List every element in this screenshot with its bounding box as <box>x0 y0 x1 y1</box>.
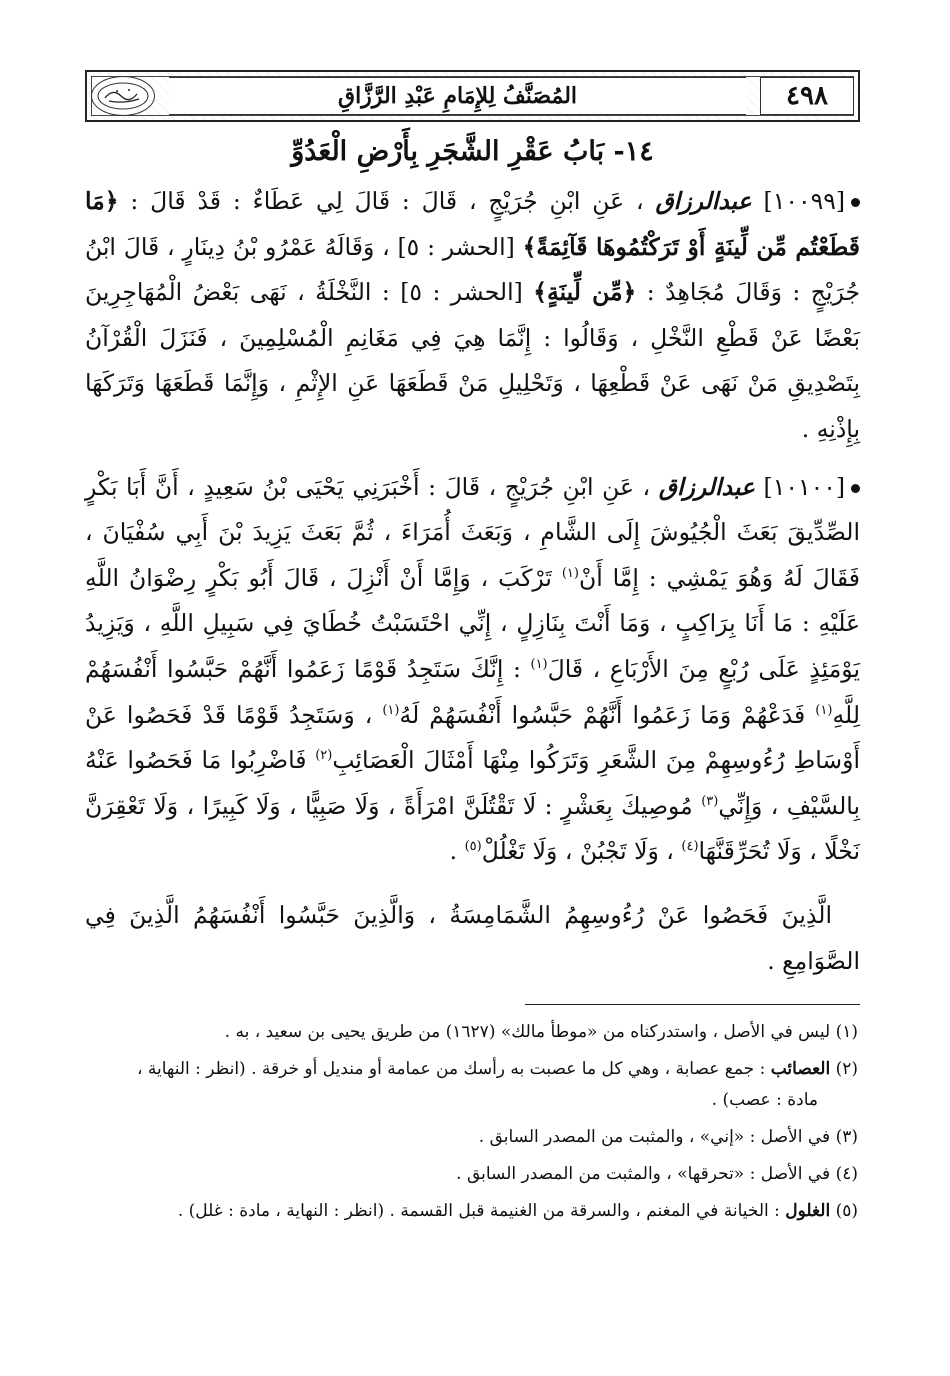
footnotes <box>85 1017 860 1227</box>
hadith-text: ، عَنِ ابْنِ جُرَيْجٍ ، قَالَ : قَالَ لِي عَطَاءٌ : قَدْ قَالَ : <box>130 187 644 215</box>
footnote-text: : جمع عصابة ، وهي كل ما عصبت به رأسك من عمامة أو منديل أو خرقة . (انظر : النهاية ، <box>136 1059 766 1080</box>
book-title <box>169 77 746 115</box>
hadith-text: فَاضْرِبُوا مَا فَحَصُوا عَنْهُ بِالسَّيْفِ ، وَإِنِّي <box>85 746 860 820</box>
hadith-text: فَدَعْهُمْ وَمَا زَعَمُوا أَنَّهُمْ حَبَّسُوا أَنْفُسَهُمْ لَهُ <box>399 700 806 729</box>
footnote-item <box>85 1122 858 1153</box>
hadith-text: . <box>449 837 458 866</box>
footnote-number: (٣) <box>835 1127 858 1148</box>
quran-verse: ﴿مِّن لِّينَةٍ﴾ <box>533 278 637 307</box>
footnote-ref[interactable]: (٤) <box>681 839 699 855</box>
page-number <box>760 77 854 115</box>
footnote-item <box>85 1159 858 1190</box>
footnote-number: (١) <box>835 1022 858 1043</box>
narrator-name: عبدالرزاق <box>658 472 755 501</box>
footnote-item <box>85 1196 858 1227</box>
hadith-text: ، وَسَتَجِدُ قَوْمًا قَدْ فَحَصُوا عَنْ أَوْسَاطِ رُءُوسِهِمْ مِنَ الشَّعَرِ وَتَرَكُوا مِنْهَا أَمْثَالَ الْعَصَائِبِ <box>85 700 860 775</box>
footnote-ref[interactable]: (٢) <box>315 748 333 764</box>
footnote-text: في الأصل : «تحرقها» ، والمثبت من المصدر السابق . <box>456 1164 831 1185</box>
footnote-term: العصائب <box>770 1059 831 1080</box>
footnote-ref[interactable]: (١) <box>561 565 579 581</box>
hadith-text: [الحشر : ٥] : النَّخْلَةُ ، نَهَى بَعْضُ الْمُهَاجِرِينَ بَعْضًا عَنْ قَطْعِ النَّخْلِ ، وَقَالُوا : إِنَّمَا هِيَ فِي مَغَانِمِ الْمُسْلِمِينَ ، فَنَزَلَ الْقُرْآنُ بِتَصْدِيقِ مَنْ نَهَى عَنْ قَطْعِهَا ، وَتَحْلِيلِ مَنْ قَطَعَهَا عَنِ الإِثْمِ ، وَإِنَّمَا قَطَعَهَا وَتَرَكَهَا بِإِذْنِهِ . <box>85 278 860 443</box>
footnote-divider <box>525 1004 860 1005</box>
footnote-ref[interactable]: (١) <box>530 657 548 673</box>
footnote-ref[interactable]: (٣) <box>701 793 719 809</box>
hadith-text: مُوصِيكَ بِعَشْرٍ : لَا تَقْتُلَنَّ امْرَأَةً ، وَلَا صَبِيًّا ، وَلَا كَبِيرًا ، وَلَا تَعْقِرَنَّ نَخْلًا ، وَلَا تُحَرِّقَنَّهَا <box>85 791 860 866</box>
footnote-item <box>85 1054 858 1116</box>
page-number-text: ٤٩٨ <box>786 81 828 111</box>
hadith-text: تَرْكَبَ ، وَإِمَّا أَنْ أَنْزِلَ ، قَالَ أَبُو بَكْرٍ رِضْوَانُ اللَّهِ عَلَيْهِ : مَا أَنَا بِرَاكِبٍ ، وَمَا أَنْتَ بِنَازِلٍ ، إِنِّي احْتَسَبْتُ خُطَايَ فِي سَبِيلِ اللَّهِ ، وَيَزِيدُ يَوْمَئِذٍ عَلَى رُبْعٍ مِنَ الأَرْبَاعِ ، قَالَ <box>85 563 860 683</box>
footnote-term: الغلول <box>785 1201 831 1222</box>
book-page <box>85 70 860 1233</box>
footnote-ref[interactable]: (١) <box>382 702 400 718</box>
hadith-number: [١٠١٠٠] <box>763 472 845 501</box>
bullet-icon <box>851 198 860 207</box>
footnote-continuation: مادة : عصب) . <box>711 1090 818 1111</box>
closing-paragraph: الَّذِينَ فَحَصُوا عَنْ رُءُوسِهِمُ الشَّمَامِسَةُ ، وَالَّذِينَ حَبَّسُوا أَنْفُسَهُمُ الَّذِينَ فِي الصَّوَامِعِ . <box>85 900 860 975</box>
quran-verse: ﴿مَا قَطَعْتُم مِّن لِّينَةٍ أَوْ تَرَكْتُمُوهَا قَآئِمَةً﴾ <box>85 187 860 261</box>
footnote-number: (٥) <box>835 1201 858 1222</box>
hadith-10100 <box>85 465 860 875</box>
footnote-text: في الأصل : «إني» ، والمثبت من المصدر السابق . <box>478 1127 831 1148</box>
footnote-item <box>85 1017 858 1048</box>
footnote-ref[interactable]: (١) <box>815 702 833 718</box>
hadith-text: ، عَنِ ابْنِ جُرَيْجٍ ، قَالَ : أَخْبَرَنِي يَحْيَى بْنُ سَعِيدٍ ، أَنَّ أَبَا بَكْرٍ الصِّدِّيقَ بَعَثَ الْجُيُوشَ إِلَى الشَّامِ ، وَبَعَثَ أُمَرَاءَ ، ثُمَّ بَعَثَ يَزِيدَ بْنَ أَبِي سُفْيَانَ ، فَقَالَ لَهُ وَهُوَ يَمْشِي : إِمَّا أَنْ <box>85 472 860 592</box>
bullet-icon <box>851 484 860 493</box>
narrator-name: عبدالرزاق <box>655 187 752 215</box>
footnote-number: (٤) <box>835 1164 858 1185</box>
hadith-text: : إِنَّكَ سَتَجِدُ قَوْمًا زَعَمُوا أَنَّهُمْ حَبَّسُوا أَنْفُسَهُمْ لِلَّهِ <box>85 654 860 729</box>
hadith-text: ، وَلَا تَجْبُنْ ، وَلَا تَغْلُلْ <box>481 837 674 866</box>
footnote-ref[interactable]: (٥) <box>464 839 482 855</box>
calligraphy-seal-icon <box>95 80 151 112</box>
book-logo-seal <box>91 76 155 116</box>
hadith-10099 <box>85 179 860 453</box>
footnote-number: (٢) <box>835 1059 858 1080</box>
page-header <box>85 70 860 122</box>
footnote-text: : الخيانة في المغنم ، والسرقة من الغنيمة قبل القسمة . (انظر : النهاية ، مادة : غلل) . <box>177 1201 780 1222</box>
footnote-text: ليس في الأصل ، واستدركناه من «موطأ مالك» (١٦٢٧) من طريق يحيى بن سعيد ، به . <box>224 1022 831 1043</box>
chapter-title: ١٤- بَابُ عَقْرِ الشَّجَرِ بِأَرْضِ الْعَدُوِّ <box>291 136 654 167</box>
book-title-text: المُصَنَّفُ لِلإِمَامِ عَبْدِ الرَّزَّاقِ <box>338 83 578 109</box>
hadith-number: [١٠٠٩٩] <box>763 187 845 215</box>
hadith-text: [الحشر : ٥] ، وَقَالَهُ عَمْرُو بْنُ دِينَارٍ ، قَالَ ابْنُ جُرَيْجٍ : وَقَالَ مُجَاهِدٌ : <box>85 232 860 307</box>
